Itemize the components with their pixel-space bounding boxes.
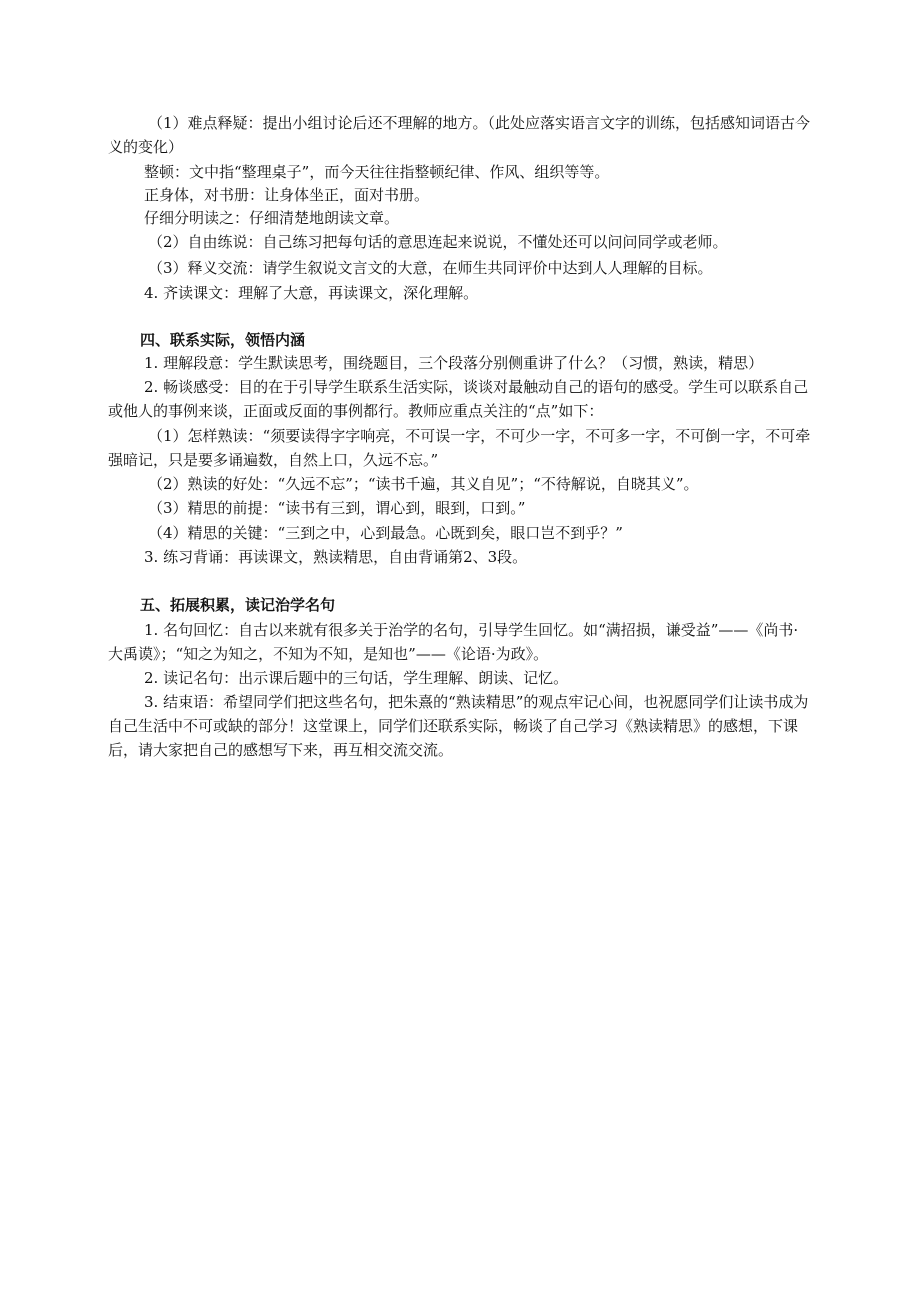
paragraph-premise: （3）精思的前提：“读书有三到，谓心到，眼到，口到。” [148,499,526,517]
paragraph-recall-quotes: 1. 名句回忆：自古以来就有很多关于治学的名句，引导学生回忆。如“满招损，谦受益”——《尚书·大禹谟》；“知之为知之，不知为不知，是知也”——《论语·为政》。 [108,621,799,663]
paragraph-read-quotes: 2. 读记名句：出示课后题中的三句话，学生理解、朗读、记忆。 [144,669,569,687]
paragraph-understand-meaning: 1. 理解段意：学生默读思考，围绕题目，三个段落分别侧重讲了什么？（习惯，熟读，精思） [144,354,764,372]
paragraph-difficulty-explanation: （1）难点释疑：提出小组讨论后还不理解的地方。（此处应落实语言文字的训练，包括感知词语古今义的变化） [108,114,811,156]
paragraph-benefits: （2）熟读的好处：“久远不忘”；“读书千遍，其义自见”；“不待解说，自晓其义”。 [148,475,699,493]
paragraph-free-practice: （2）自由练说：自己练习把每句话的意思连起来说说，不懂处还可以问问同学或老师。 [148,233,728,251]
paragraph-conclusion: 3. 结束语：希望同学们把这些名句，把朱熹的“熟读精思”的观点牢记心间，也祝愿同学们让读书成为自己生活中不可或缺的部分！这堂课上，同学们还联系实际，畅谈了自己学习《熟读精思》的感想，下课后，请大家把自己的感想写下来，再互相交流交流。 [108,693,809,759]
paragraph-how-to-read: （1）怎样熟读：“须要读得字字响亮，不可误一字，不可少一字，不可多一字，不可倒一字，不可牵强暗记，只是要多诵遍数，自然上口，久远不忘。” [108,427,811,469]
paragraph-zhengshenti: 正身体，对书册：让身体坐正，面对书册。 [144,186,430,204]
paragraph-meaning-exchange: （3）释义交流：请学生叙说文言文的大意，在师生共同评价中达到人人理解的目标。 [148,259,713,277]
section-heading-5: 五、拓展积累，读记治学名句 [140,596,336,614]
paragraph-zhengdun: 整顿：文中指“整理桌子”，而今天往往指整顿纪律、作风、组织等等。 [144,163,610,181]
paragraph-read-together: 4. 齐读课文：理解了大意，再读课文，深化理解。 [144,284,479,302]
paragraph-share-feelings: 2. 畅谈感受：目的在于引导学生联系生活实际，谈谈对最触动自己的语句的感受。学生可以联系自己或他人的事例来谈，正面或反面的事例都行。教师应重点关注的“点”如下： [108,378,809,420]
paragraph-key: （4）精思的关键：“三到之中，心到最急。心既到矣，眼口岂不到乎？” [148,524,623,542]
section-heading-4: 四、联系实际，领悟内涵 [140,331,306,349]
paragraph-zixi: 仔细分明读之：仔细清楚地朗读文章。 [144,209,400,227]
paragraph-recite: 3. 练习背诵：再读课文，熟读精思，自由背诵第2、3段。 [144,548,528,566]
